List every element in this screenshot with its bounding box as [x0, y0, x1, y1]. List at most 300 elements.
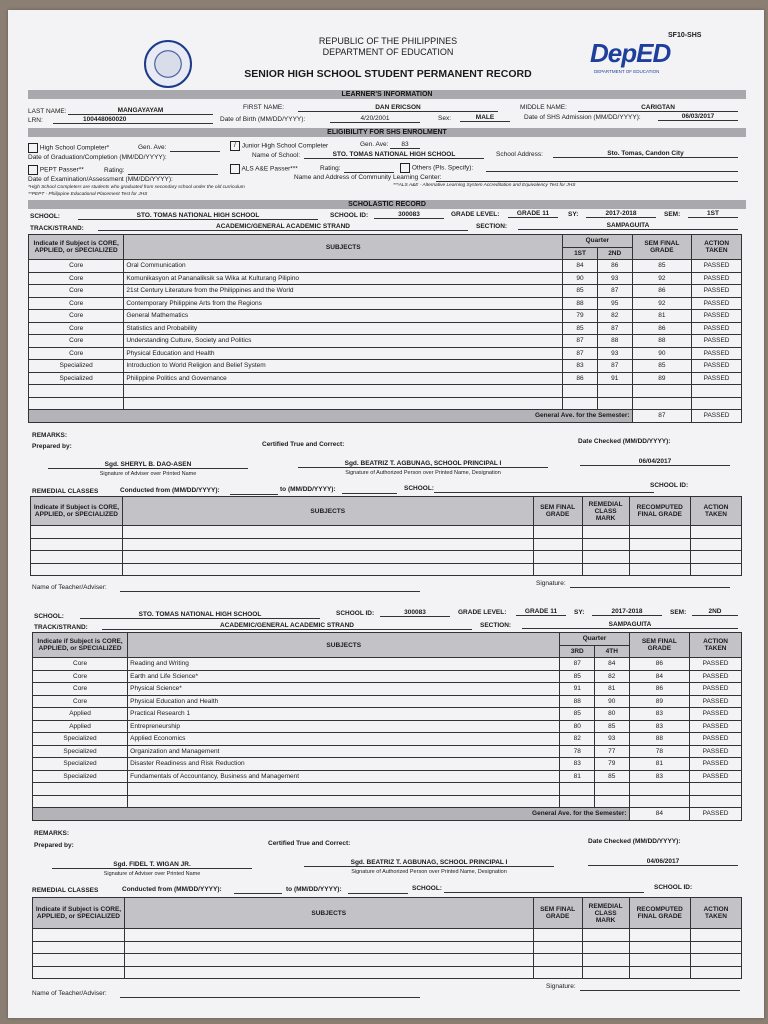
sem-final-grade: 85 [632, 260, 692, 273]
remedial2-from-label: Conducted from (MM/DD/YYYY): [122, 886, 222, 893]
quarter-grade: 85 [563, 322, 598, 335]
sem1-prepared-label: Prepared by: [32, 443, 72, 450]
sem1-track-value: ACADEMIC/GENERAL ACADEMIC STRAND [98, 223, 468, 231]
sem1-remarks-label: REMARKS: [32, 432, 68, 439]
sem1-col-quarter: Quarter [563, 235, 632, 248]
sex-label: Sex: [438, 115, 452, 122]
sem2-sy-label: SY: [574, 609, 585, 616]
table-row [29, 297, 742, 310]
sem1-col-semfinal: SEM FINAL GRADE [632, 235, 692, 260]
action-taken: PASSED [690, 683, 742, 696]
remedial2-teacher-line [120, 997, 420, 998]
action-taken: PASSED [690, 670, 742, 683]
hs-gen-ave-line [170, 151, 220, 152]
action-taken: PASSED [690, 658, 742, 671]
others-checkbox[interactable] [400, 163, 410, 173]
table-row [33, 966, 742, 979]
als-checkbox[interactable] [230, 164, 240, 174]
sex-value: MALE [460, 114, 510, 122]
sem1-col-indicate: Indicate if Subject is CORE, APPLIED, or SPECIALIZED [29, 235, 124, 260]
quarter-grade: 81 [595, 683, 630, 696]
subject-type: Core [29, 322, 124, 335]
action-taken: PASSED [692, 347, 742, 360]
action-taken: PASSED [692, 272, 742, 285]
remedial2-to-label: to (MM/DD/YYYY): [286, 886, 342, 893]
quarter-grade: 82 [595, 670, 630, 683]
remedial1-signature-line [570, 587, 730, 588]
admission-value: 06/03/2017 [658, 113, 738, 121]
quarter-grade: 90 [595, 695, 630, 708]
action-taken: PASSED [692, 335, 742, 348]
sem-final-grade: 88 [629, 733, 690, 746]
table-row [33, 670, 742, 683]
subject-type: Core [29, 335, 124, 348]
others-line [486, 171, 738, 172]
subject-name: Introduction to World Religion and Belief System [124, 360, 563, 373]
pept-rating-label: Rating: [104, 167, 125, 174]
quarter-grade: 88 [560, 695, 595, 708]
sem2-school-label: SCHOOL: [34, 613, 64, 620]
subject-type: Specialized [29, 372, 124, 385]
sem1-adviser-caption: Signature of Adviser over Printed Name [99, 471, 197, 477]
last-name-value: MANGAYAYAM [68, 107, 213, 115]
school-name-value: STO. TOMAS NATIONAL HIGH SCHOOL [304, 151, 484, 159]
remedial1-col-mark: REMEDIAL CLASS MARK [582, 497, 629, 526]
remedial1-school-label: SCHOOL: [404, 485, 434, 492]
table-row [29, 360, 742, 373]
admission-label: Date of SHS Admission (MM/DD/YYYY): [524, 114, 641, 121]
gen-ave-row [29, 410, 742, 423]
subject-type: Specialized [33, 745, 128, 758]
table-row [33, 941, 742, 954]
sem2-grade-value: GRADE 11 [516, 608, 566, 616]
remedial2-teacher-label: Name of Teacher/Adviser: [32, 990, 107, 997]
quarter-grade: 93 [595, 733, 630, 746]
subject-name: Fundamentals of Accountancy, Business and Management [128, 770, 560, 783]
subject-type: Specialized [33, 770, 128, 783]
sem2-section-value: SAMPAGUITA [522, 621, 738, 629]
subject-name: Organization and Management [128, 745, 560, 758]
remedial1-signature-label: Signature: [536, 580, 566, 587]
community-line [436, 181, 738, 182]
quarter-grade: 86 [563, 372, 598, 385]
gen-ave-row [33, 808, 742, 821]
quarter-grade: 85 [563, 285, 598, 298]
sem1-adviser-name: Sgd. SHERYL B. DAO-ASEN [48, 461, 248, 469]
subject-name: Reading and Writing [128, 658, 560, 671]
remedial1-col-semfinal: SEM FINAL GRADE [533, 497, 582, 526]
sem1-school-id-value: 300083 [374, 211, 444, 219]
sem-final-grade: 89 [632, 372, 692, 385]
first-name-value: DAN ERICSON [298, 104, 498, 112]
sem-final-grade: 85 [632, 360, 692, 373]
remedial2-signature-label: Signature: [546, 983, 576, 990]
quarter-grade: 87 [597, 360, 632, 373]
gen-ave-action: PASSED [692, 410, 742, 423]
remedial2-col-mark: REMEDIAL CLASS MARK [582, 898, 629, 929]
sem-final-grade: 88 [632, 335, 692, 348]
sem1-col-q1: 1ST [563, 247, 598, 260]
subject-type: Specialized [33, 758, 128, 771]
sem2-section-label: SECTION: [480, 622, 512, 629]
table-row [33, 783, 742, 796]
sem2-col-q2: 4TH [595, 645, 630, 658]
subject-name: Physical Education and Health [124, 347, 563, 360]
action-taken: PASSED [692, 372, 742, 385]
sem-final-grade: 84 [629, 670, 690, 683]
remedial1-col-subjects: SUBJECTS [122, 497, 533, 526]
subject-type: Core [33, 695, 128, 708]
quarter-grade: 82 [560, 733, 595, 746]
sem2-school-value: STO. TOMAS NATIONAL HIGH SCHOOL [80, 611, 320, 619]
remedial2-col-recomputed: RECOMPUTED FINAL GRADE [629, 898, 690, 929]
subject-name: Practical Research 1 [128, 708, 560, 721]
pept-label: PEPT Passer** [39, 166, 84, 174]
subject-name: Komunikasyon at Pananaliksik sa Wika at Kulturang Pilipino [124, 272, 563, 285]
table-row [31, 526, 742, 539]
sem1-grade-label: GRADE LEVEL: [451, 211, 500, 218]
school-address-label: School Address: [496, 151, 543, 158]
sem2-adviser-caption: Signature of Adviser over Printed Name [103, 871, 201, 877]
table-row [29, 372, 742, 385]
hs-gen-ave-label: Gen. Ave: [138, 144, 167, 151]
remedial2-to-line [348, 893, 408, 894]
table-row [31, 551, 742, 564]
sem2-col-semfinal: SEM FINAL GRADE [629, 633, 690, 658]
quarter-grade: 82 [597, 310, 632, 323]
subject-type: Core [29, 297, 124, 310]
deped-logo-sub: DEPARTMENT OF EDUCATION [594, 69, 660, 74]
sem-final-grade: 78 [629, 745, 690, 758]
hs-completer-checkbox[interactable] [28, 143, 38, 153]
table-row [33, 929, 742, 942]
table-row [29, 397, 742, 410]
note-hs-completer: *High School Completers are students who graduated from secondary school under the old curriculum [28, 185, 245, 190]
quarter-grade: 87 [597, 322, 632, 335]
sem-final-grade: 86 [629, 683, 690, 696]
remedial2-school-line [444, 892, 644, 893]
quarter-grade: 91 [597, 372, 632, 385]
form-code: SF10-SHS [668, 32, 702, 39]
gen-ave-value: 84 [629, 808, 690, 821]
record-sheet [8, 10, 764, 1018]
quarter-grade: 84 [595, 658, 630, 671]
sem2-sy-value: 2017-2018 [592, 608, 662, 616]
sem1-sem-label: SEM: [664, 211, 681, 218]
sem-final-grade: 83 [629, 770, 690, 783]
quarter-grade: 83 [563, 360, 598, 373]
table-row [33, 720, 742, 733]
remedial1-schoolid-label: SCHOOL ID: [650, 482, 689, 489]
remedial2-col-action: ACTION TAKEN [690, 898, 741, 929]
subject-name: Philippine Politics and Governance [124, 372, 563, 385]
remedial2-col-subjects: SUBJECTS [124, 898, 533, 929]
school-name-label: Name of School: [252, 152, 301, 159]
action-taken: PASSED [690, 758, 742, 771]
sem1-school-value: STO. TOMAS NATIONAL HIGH SCHOOL [78, 212, 318, 220]
remedial1-from-label: Conducted from (MM/DD/YYYY): [120, 487, 220, 494]
remedial2-from-line [234, 893, 282, 894]
sem2-certified-label: Certified True and Correct: [268, 840, 351, 847]
als-rating-line [344, 172, 394, 173]
sem-final-grade: 81 [629, 758, 690, 771]
quarter-grade: 91 [560, 683, 595, 696]
sem1-date-checked-label: Date Checked (MM/DD/YYYY): [578, 438, 671, 445]
action-taken: PASSED [692, 360, 742, 373]
quarter-grade: 87 [560, 658, 595, 671]
remedial1-teacher-line [120, 591, 420, 592]
sem2-remarks-label: REMARKS: [34, 830, 70, 837]
table-row [33, 658, 742, 671]
deped-logo: DepED [590, 38, 671, 68]
sem2-adviser-name: Sgd. FIDEL T. WIGAN JR. [52, 861, 252, 869]
quarter-grade: 87 [597, 285, 632, 298]
action-taken: PASSED [690, 720, 742, 733]
header-line1: REPUBLIC OF THE PHILIPPINES [318, 36, 458, 46]
sem1-col-action: ACTION TAKEN [692, 235, 742, 260]
remedial2-label: REMEDIAL CLASSES [32, 887, 99, 894]
quarter-grade: 88 [597, 335, 632, 348]
table-row [33, 733, 742, 746]
jhs-gen-ave-value: 83 [390, 141, 420, 149]
remedial1-to-label: to (MM/DD/YYYY): [280, 486, 336, 493]
sem1-sy-value: 2017-2018 [586, 210, 656, 218]
subject-name: Physical Science* [128, 683, 560, 696]
action-taken: PASSED [690, 745, 742, 758]
table-row [33, 695, 742, 708]
sem1-track-label: TRACK/STRAND: [30, 225, 84, 232]
action-taken: PASSED [692, 260, 742, 273]
remedial1-col-recomputed: RECOMPUTED FINAL GRADE [629, 497, 690, 526]
middle-name-label: MIDDLE NAME: [520, 104, 567, 111]
page-title: SENIOR HIGH SCHOOL STUDENT PERMANENT RECORD [244, 68, 532, 80]
sem2-school-id-label: SCHOOL ID: [336, 610, 375, 617]
table-row [29, 285, 742, 298]
sem-final-grade: 89 [629, 695, 690, 708]
sem1-date-checked-value: 06/04/2017 [580, 458, 730, 466]
subject-type: Core [33, 683, 128, 696]
exam-date-label: Date of Examination/Assessment (MM/DD/YYYY): [28, 176, 173, 183]
gen-ave-value: 87 [632, 410, 692, 423]
subject-name: Earth and Life Science* [128, 670, 560, 683]
quarter-grade: 84 [563, 260, 598, 273]
sem1-principal-name: Sgd. BEATRIZ T. AGBUNAG, SCHOOL PRINCIPAL I [298, 460, 548, 468]
grad-date-label: Date of Graduation/Completion (MM/DD/YYYY): [28, 154, 167, 161]
sem1-grade-value: GRADE 11 [508, 210, 558, 218]
table-row [29, 322, 742, 335]
sem1-certified-label: Certified True and Correct: [262, 441, 345, 448]
subject-type: Specialized [29, 360, 124, 373]
subject-type: Applied [33, 720, 128, 733]
sem1-section-label: SECTION: [476, 223, 508, 230]
sem-final-grade: 81 [632, 310, 692, 323]
subject-name: Statistics and Probability [124, 322, 563, 335]
quarter-grade: 95 [597, 297, 632, 310]
table-row [29, 260, 742, 273]
subject-name: Contemporary Philippine Arts from the Regions [124, 297, 563, 310]
remedial2-col-semfinal: SEM FINAL GRADE [533, 898, 582, 929]
subject-name: General Mathematics [124, 310, 563, 323]
remedial1-table [30, 496, 742, 576]
quarter-grade: 79 [595, 758, 630, 771]
scholastic-bar: SCHOLASTIC RECORD [28, 200, 746, 209]
table-row [29, 347, 742, 360]
note-pept: **PEPT - Philippine Educational Placement Test for JHS [28, 192, 148, 197]
sem1-grades-table [28, 234, 742, 423]
sem2-grades-table [32, 632, 742, 821]
subject-type: Core [29, 310, 124, 323]
action-taken: PASSED [690, 695, 742, 708]
table-row [33, 758, 742, 771]
quarter-grade: 80 [595, 708, 630, 721]
sem-final-grade: 86 [632, 322, 692, 335]
quarter-grade: 90 [563, 272, 598, 285]
pept-rating-line [128, 174, 218, 175]
quarter-grade: 85 [560, 708, 595, 721]
dob-value: 4/20/2001 [330, 115, 420, 123]
sem1-section-value: SAMPAGUITA [518, 222, 738, 230]
gen-ave-label: General Ave. for the Semester: [33, 808, 630, 821]
jhs-completer-checkbox[interactable]: / [230, 141, 240, 151]
quarter-grade: 93 [597, 347, 632, 360]
remedial1-col-indicate: Indicate if Subject is CORE, APPLIED, or SPECIALIZED [31, 497, 123, 526]
quarter-grade: 80 [560, 720, 595, 733]
subject-type: Core [29, 347, 124, 360]
subject-type: Specialized [33, 733, 128, 746]
lrn-label: LRN: [28, 117, 43, 124]
subject-type: Core [29, 260, 124, 273]
subject-name: Oral Communication [124, 260, 563, 273]
pept-checkbox[interactable] [28, 165, 38, 175]
action-taken: PASSED [692, 297, 742, 310]
note-als: ***ALS A&E - Alternative Learning System Accreditation and Equivalency Test for JHS [393, 183, 576, 188]
remedial1-label: REMEDIAL CLASSES [32, 488, 99, 495]
subject-name: Entrepreneurship [128, 720, 560, 733]
quarter-grade: 85 [560, 670, 595, 683]
sem1-school-label: SCHOOL: [30, 213, 60, 220]
deped-seal-icon [144, 40, 192, 88]
quarter-grade: 85 [595, 770, 630, 783]
sem2-prepared-label: Prepared by: [34, 842, 74, 849]
remedial1-school-line [434, 492, 654, 493]
table-row [29, 272, 742, 285]
subject-type: Core [29, 285, 124, 298]
sem1-school-id-label: SCHOOL ID: [330, 212, 369, 219]
table-row [29, 310, 742, 323]
action-taken: PASSED [690, 733, 742, 746]
sem2-date-checked-value: 04/06/2017 [588, 858, 738, 866]
sem2-col-indicate: Indicate if Subject is CORE, APPLIED, or SPECIALIZED [33, 633, 128, 658]
sem2-sem-label: SEM: [670, 609, 687, 616]
sem2-track-value: ACADEMIC/GENERAL ACADEMIC STRAND [102, 622, 472, 630]
sem2-track-label: TRACK/STRAND: [34, 624, 88, 631]
table-row [33, 683, 742, 696]
quarter-grade: 77 [595, 745, 630, 758]
sem2-principal-caption: Signature of Authorized Person over Printed Name, Designation [351, 869, 507, 875]
sem2-col-q1: 3RD [560, 645, 595, 658]
others-label: Others (Pls. Specify): [411, 164, 474, 172]
header-line2: DEPARTMENT OF EDUCATION [322, 47, 454, 57]
gen-ave-label: General Ave. for the Semester: [29, 410, 633, 423]
lrn-value: 100448060020 [53, 116, 213, 124]
community-label: Name and Address of Community Learning Center: [294, 174, 442, 181]
action-taken: PASSED [692, 285, 742, 298]
sem2-col-action: ACTION TAKEN [690, 633, 742, 658]
action-taken: PASSED [692, 310, 742, 323]
sem2-grade-label: GRADE LEVEL: [458, 609, 507, 616]
sem-final-grade: 83 [629, 720, 690, 733]
subject-name: Disaster Readiness and Risk Reduction [128, 758, 560, 771]
sem2-col-subjects: SUBJECTS [128, 633, 560, 658]
remedial2-signature-line [580, 990, 740, 991]
remedial1-from-line [230, 494, 278, 495]
table-row [33, 708, 742, 721]
remedial1-col-action: ACTION TAKEN [690, 497, 741, 526]
hs-completer-label: High School Completer* [39, 144, 110, 152]
eligibility-bar: ELIGIBILITY FOR SHS ENROLMENT [28, 128, 746, 137]
table-row [31, 538, 742, 551]
dob-label: Date of Birth (MM/DD/YYYY): [220, 116, 306, 123]
sem2-school-id-value: 300083 [380, 609, 450, 617]
table-row [33, 954, 742, 967]
remedial2-table [32, 897, 742, 979]
action-taken: PASSED [690, 770, 742, 783]
sem1-col-subjects: SUBJECTS [124, 235, 563, 260]
sem-final-grade: 83 [629, 708, 690, 721]
subject-type: Core [33, 670, 128, 683]
quarter-grade: 88 [563, 297, 598, 310]
table-row [31, 563, 742, 576]
quarter-grade: 87 [563, 347, 598, 360]
quarter-grade: 78 [560, 745, 595, 758]
table-row [33, 745, 742, 758]
sem-final-grade: 86 [632, 285, 692, 298]
subject-name: Understanding Culture, Society and Politics [124, 335, 563, 348]
quarter-grade: 79 [563, 310, 598, 323]
sem-final-grade: 92 [632, 297, 692, 310]
quarter-grade: 83 [560, 758, 595, 771]
sem-final-grade: 86 [629, 658, 690, 671]
middle-name-value: CARIGTAN [578, 104, 738, 112]
sem-final-grade: 92 [632, 272, 692, 285]
remedial1-to-line [342, 493, 397, 494]
table-row [29, 385, 742, 398]
sem1-sy-label: SY: [568, 211, 579, 218]
subject-name: Applied Economics [128, 733, 560, 746]
quarter-grade: 85 [595, 720, 630, 733]
sem-final-grade: 90 [632, 347, 692, 360]
sem2-col-quarter: Quarter [560, 633, 629, 646]
sem1-col-q2: 2ND [597, 247, 632, 260]
sem1-principal-caption: Signature of Authorized Person over Printed Name, Designation [345, 470, 501, 476]
jhs-completer-label: Junior High School Completer [241, 142, 329, 150]
last-name-label: LAST NAME: [28, 108, 67, 115]
table-row [33, 770, 742, 783]
quarter-grade: 87 [563, 335, 598, 348]
subject-type: Core [33, 658, 128, 671]
gen-ave-action: PASSED [690, 808, 742, 821]
remedial2-schoolid-label: SCHOOL ID: [654, 884, 693, 891]
sem2-principal-name: Sgd. BEATRIZ T. AGBUNAG, SCHOOL PRINCIPAL I [304, 859, 554, 867]
subject-type: Core [29, 272, 124, 285]
remedial1-teacher-label: Name of Teacher/Adviser: [32, 584, 107, 591]
first-name-label: FIRST NAME: [243, 104, 285, 111]
subject-name: 21st Century Literature from the Philippines and the World [124, 285, 563, 298]
school-address-value: Sto. Tomas, Candon City [553, 150, 738, 158]
remedial2-school-label: SCHOOL: [412, 885, 442, 892]
als-label: ALS A&E Passer*** [241, 165, 298, 173]
sem2-date-checked-label: Date Checked (MM/DD/YYYY): [588, 838, 681, 845]
